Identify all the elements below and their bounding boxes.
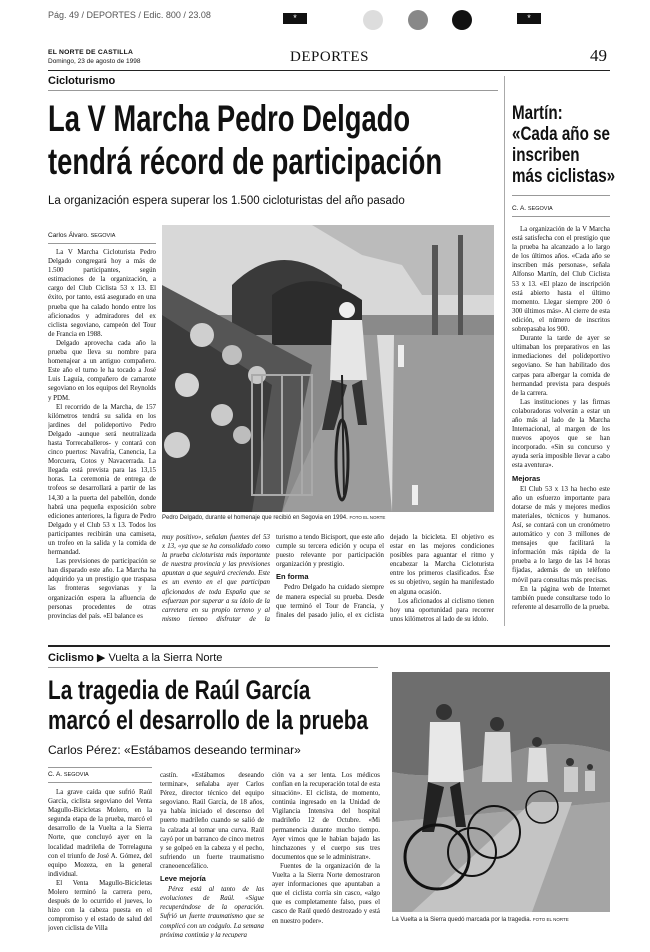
- sidebar-title-line: Martín:: [512, 103, 563, 124]
- story2-photo-caption: [392, 917, 569, 923]
- paragraph: muy positivo», señalan fuentes del 53 x 13, «ya que se ha consolidado como la prueba cicloturista más importante de nuestra provincia y las previsiones apuntan a que seguirá creciendo. Este es un evento en el que participan aficionados de toda España que se esfuerzan por superar a su ídolo de la carretera en su propio terreno y al mismo tiempo disfrutar de la: [162, 534, 270, 621]
- byline-name: Carlos Álvaro.: [48, 232, 89, 239]
- byline-rule: [48, 782, 152, 783]
- story2-top-rule: [48, 645, 610, 647]
- caption-credit: FOTO EL NORTE: [349, 515, 386, 520]
- story2-headline-line1: La tragedia de Raúl García: [48, 675, 311, 705]
- byline-rule: [48, 243, 156, 244]
- story2-column-2: [160, 771, 264, 938]
- story1-column-1: [48, 248, 156, 620]
- story1-photo: [162, 225, 494, 512]
- header-rule: [48, 70, 610, 71]
- story2-column-1: [48, 788, 152, 938]
- story2-column-3: [272, 771, 380, 938]
- subheading: En forma: [276, 572, 309, 582]
- sidebar-title-line: «Cada año se: [512, 124, 610, 145]
- paragraph: Durante la tarde de ayer se ultimaban los preparativos en las inmediaciones del polideportivo segoviano. Se han habilitado dos carpas para albergar la comida de hermandad prevista para después de la carrera.: [512, 335, 610, 397]
- sidebar-divider: [504, 76, 506, 626]
- kicker-rule: [48, 667, 378, 668]
- story1-column-4: [390, 533, 494, 621]
- story1-headline-line2: tendrá récord de participación: [48, 141, 443, 182]
- paragraph: El Club 53 x 13 ha hecho este año un esfuerzo importante para dotarse de más y mejores medios materiales, técnicos y humanos. Así, se contará con un cronómetro automático y con 3 millones de mensajes que facilitará la información más rápida de la prueba a lo largo de las 14 horas fijadas, además de un teléfono móvil para consultas más precisas.: [512, 485, 610, 584]
- kicker-rule: [48, 90, 498, 91]
- paragraph: Los aficionados al ciclismo tienen hoy una oportunidad para recorrer unos kilómetros al lado de su ídolo.: [390, 597, 494, 621]
- caption-credit: FOTO EL NORTE: [532, 917, 569, 922]
- paragraph: La grave caída que sufrió Raúl García, ciclista segoviano del Venta Magullo-Bicicletas Molero, en la segunda etapa de la prueba, marcó el desarrollo de la Vuelta a la Sierra Norte, que concluyó ayer en la localidad madrileña de Torrelaguna con el triunfo de José A. Gómez, del equipo Mozeza, en la general individual.: [48, 789, 152, 878]
- paragraph: El recorrido de la Marcha, de 157 kilómetros tendrá su salida en los jardines del polideportivo Pedro Delgado -aunque será neutralizada hasta Torrecaballeros- y contará con cinco puertos: Navafría, Canencia, La Morcuera, Cotos y Navacerrada. La llegada está prevista para las 13,15 horas. La ceremonia de entrega de trofeos se desarrollará a partir de las 14,30 a la puerta del pabellón, donde habrá una pequeña exposición sobre ediciones anteriores, la figura de Pedro Delgado y el Club 53 x 13. Todos los participantes recibirán una camiseta, un trofeo en la salida y la comida de hermandad.: [48, 403, 156, 557]
- color-registration-circle-mid: [408, 10, 428, 30]
- print-slug: Pág. 49 / DEPORTES / Edic. 800 / 23.08: [48, 10, 211, 20]
- story2-kicker: [48, 651, 222, 664]
- paragraph: El Venta Magullo-Bicicletas Molero terminó la carrera pero, después de lo ocurrido el jueves, lo hizo con la cabeza puesta en el compromiso y el estado de salud del joven ciclista de Villa: [48, 879, 152, 933]
- sidebar-title-line: más ciclistas»: [512, 166, 616, 187]
- paragraph: turismo a tendo Bicisport, que este año cumple su tercera edición y ocupa el puesto relevante por participación organización y prestigio.: [276, 534, 384, 569]
- paragraph: Pedro Delgado ha cuidado siempre de manera especial su prueba. Desde que terminó el Tour de Francia, y finales del pasado julio, el ex ciclista: [276, 584, 384, 619]
- paragraph: ción va a ser lenta. Los médicos confían en la recuperación total de esta situación». El ciclista, de momento, continúa ingresado en la Unidad de Vigilancia Intensiva del hospital madrileño 12 de Octubre. «Mi permanencia durante mucho tiempo. Ayer vimos que le habían bajado las hinchazones y el cuerpo sus tres documentos que se le administran».: [272, 772, 380, 861]
- paper-name: EL NORTE DE CASTILLA: [48, 49, 134, 56]
- story2-subhead: Carlos Pérez: «Estábamos deseando terminar»: [48, 743, 301, 757]
- story1-headline-line1: La V Marcha Pedro Delgado: [48, 98, 411, 139]
- byline-place: SEGOVIA: [63, 772, 89, 778]
- sidebar-title: [512, 103, 615, 187]
- caption-text: Pedro Delgado, durante el homenaje que recibió en Segovia en 1994.: [162, 515, 348, 521]
- paragraph: Delgado aprovecha cada año la prueba que lleva su nombre para homenajear a un antiguo compañero. Este año el turno le ha tocado a José Luis Laguía, compañero de camarote segoviano en los equipos del Reynolds y PDM.: [48, 339, 156, 402]
- issue-date: Domingo, 23 de agosto de 1998: [48, 58, 141, 65]
- paragraph: La V Marcha Cicloturista Pedro Delgado congregará hoy a más de 1.500 participantes, según estimaciones de la organización, a cargo del Club Ciclista 53 x 13. El éxito, por tanto, está asegurado en una prueba que ha calado hondo entre los aficionados y admiradores del ex ciclista segoviano, campeón del Tour de Francia en 1988.: [48, 249, 156, 338]
- page-number: 49: [590, 46, 607, 65]
- paragraph: castín. «Estábamos deseando terminar», señalaba ayer Carlos Pérez, director técnico del equipo segoviano. Raúl García, de 18 años, ya había iniciado el descenso del puerto madrileño cuando se salió de la calzada al tomar una curva. Raúl cayó por un barranco de cinco metros y se golpeó en la cabeza y el pecho, sufriendo un fuerte traumatismo craneoencefálico.: [160, 772, 264, 870]
- section-name: DEPORTES: [290, 49, 369, 65]
- kicker-sub: Vuelta a la Sierra Norte: [108, 652, 223, 664]
- sidebar-rule: [512, 195, 610, 196]
- registration-mark: *: [283, 13, 307, 24]
- story1-kicker: Cicloturismo: [48, 75, 116, 87]
- sidebar-title-line: inscriben: [512, 145, 580, 166]
- story1-subhead: La organización espera superar los 1.500 cicloturistas del año pasado: [48, 195, 405, 207]
- byline-name: C. A.: [512, 205, 527, 212]
- subheading: Mejoras: [512, 473, 541, 483]
- byline-rule: [48, 767, 152, 768]
- byline-place: SEGOVIA: [527, 206, 553, 212]
- paragraph: Fuentes de la organización de la Vuelta a la Sierra Norte demostraron ayer informaciones que apuntaban a que el ciclista corría sin casco, «algo que es completamente falso, pues el casco de Raúl quedó destrozado y está en nuestro poder».: [272, 862, 380, 925]
- paragraph: Las instituciones y las firmas colaboradoras volverán a estar un año más al lado de la Marcha Internacional, al margen de los nuevos apoyos que se han incorporado. «Sin su concurso y ayuda sería imposible llevar a cabo esta aventura».: [512, 398, 610, 470]
- sidebar-column: [512, 225, 610, 625]
- story2-photo: [392, 672, 610, 912]
- sidebar-byline: [512, 205, 553, 212]
- sidebar-byline-rule: [512, 216, 610, 217]
- caption-text: La Vuelta a la Sierra quedó marcada por la tragedia.: [392, 917, 532, 923]
- story1-column-2: [162, 533, 270, 621]
- color-registration-circle-dark: [452, 10, 472, 30]
- story2-headline-line2: marcó el desarrollo de la prueba: [48, 705, 369, 735]
- byline-name: C. A.: [48, 771, 63, 778]
- story1-column-3: [276, 533, 384, 621]
- story1-photo-caption: [162, 515, 385, 521]
- story2-byline: [48, 771, 89, 778]
- color-registration-circle-light: [363, 10, 383, 30]
- registration-mark: *: [517, 13, 541, 24]
- paragraph: En la página web de Internet también puede consultarse todo lo referente al desarrollo de la prueba.: [512, 585, 610, 611]
- paragraph: Las previsiones de participación se han disparado este año. La Marcha ha adquirido ya un prestigio que traspasa las fronteras segovianas y la organización espera la afluencia de personas procedentes de otras provincias del país. «El balance es: [48, 558, 156, 620]
- arrow-right-icon: ▶: [96, 652, 106, 664]
- paragraph: La organización de la V Marcha está satisfecha con el prestigio que la prueba ha alcanzado a lo largo de los últimos años. «Cada año se inscriben más personas», señala Alfonso Martín, del Club Ciclista 53 x 13. «El plazo de inscripción está abierto hasta el último momento. Llegar siempre 200 ó 300 últimos más». Al cierre de esta edición, el número de inscritos sobrepasaba los 900.: [512, 226, 610, 334]
- story1-byline: [48, 232, 115, 239]
- paragraph: dejado la bicicleta. El objetivo es estar en las mejores condiciones posibles para aguantar el ritmo y encabezar la Marcha Cicloturista entre los primeros clasificados. Ése es su objetivo, según ha manifestado en alguna ocasión.: [390, 534, 494, 596]
- kicker-label: Ciclismo: [48, 652, 94, 664]
- byline-place: SEGOVIA: [90, 233, 116, 239]
- subheading: Leve mejoría: [160, 874, 206, 884]
- paragraph: Pérez está al tanto de las evoluciones de Raúl. «Sigue recuperándose de la operación. Sufrió un fuerte traumatismo que se complicó con un coágulo. La semana próxima continúa y la recupera: [160, 886, 264, 938]
